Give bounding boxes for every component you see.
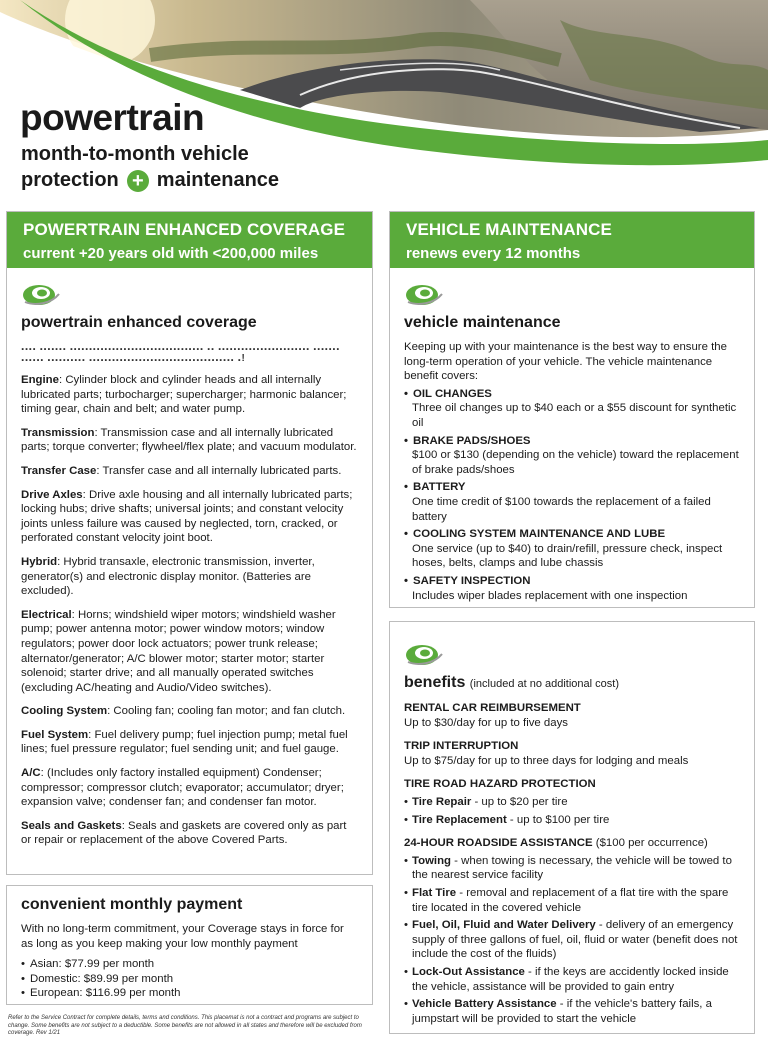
maintenance-list: [404, 387, 740, 603]
maintenance-item: • SAFETY INSPECTION Includes wiper blades replacement with one inspection: [404, 574, 740, 603]
coverage-item: Hybrid: Hybrid transaxle, electronic transmission, inverter, generator(s) and electronic display monitor. (Batteries are excluded).: [21, 555, 315, 598]
powertrain-coverage-panel: [6, 211, 373, 875]
brand-maintenance-text: maintenance: [156, 169, 280, 191]
price-european: • European: $116.99 per month: [21, 986, 358, 1001]
coverage-item: Seals and Gaskets: Seals and gaskets are covered only as part or repair or replacement of the above Covered Parts.: [21, 819, 347, 847]
maintenance-subtitle: renews every 12 months: [406, 245, 581, 262]
coverage-item: Cooling System: Cooling fan; cooling fan motor; and fan clutch.: [21, 705, 346, 718]
coverage-item: Transmission: Transmission case and all internally lubricated parts; torque converter; flywheel/flex plate; and vacuum modulator.: [21, 426, 357, 454]
powertrain-swirl-logo-icon: [21, 280, 61, 308]
brand-protection-text: protection: [21, 169, 119, 191]
maintenance-intro: Keeping up with your maintenance is the best way to ensure the long-term operation of your vehicle. The vehicle maintenance benefit covers:: [404, 341, 727, 383]
benefits-note: (included at no additional cost): [469, 678, 620, 690]
roadside-item: • Vehicle Battery Assistance - if the vehicle's battery fails, a jumpstart will be provided to start the vehicle: [404, 997, 740, 1026]
coverage-item: Fuel System: Fuel delivery pump; fuel injection pump; metal fuel lines; fuel pressure regulator; fuel sending unit; and fuel gauge.: [21, 728, 348, 756]
roadside-assistance-group: 24-HOUR ROADSIDE ASSISTANCE ($100 per occurrence) • Towing - when towing is necessary, the vehicle will be towed to the nearest service facility • Flat Tire - removal and replacement of a flat tire with the spare tire located in the covered vehicle • Fuel, Oil, Fluid and Water Delivery - delivery of an emergency supply of three gallons of fuel, oil, fluid or water (benefit does not include the cost of the fluids) • Lock-Out Assistance - if the keys are accidently locked inside the vehicle, assistance will be provided to gain entry • Vehicle Battery Assistance - if the vehicle's battery fails, a jumpstart will be provided to start the vehicle: [404, 836, 740, 1026]
coverage-item: Drive Axles: Drive axle housing and all internally lubricated parts; locking hubs; drive shafts; universal joints; and constant velocity joints unless failure was caused by neglected, torn, cracked, or perforated constant velocity joint boot.: [21, 488, 353, 545]
coverage-item: Electrical: Horns; windshield wiper motors; windshield washer pump; power antenna motor; power window motors; window regulators; power door lock actuators; power trunk release; alternator/generator; A/C blower motor; starter motor; starter solenoid; starter drive; and all manually operated switches (excluding AC/heating and Audio/Video switches).: [21, 608, 336, 694]
coverage-item: A/C: (Includes only factory installed equipment) Condenser; compressor; compressor clutch; evaporator; accumulator; dryer; expansion valve; condenser fan; and condenser fan motor.: [21, 767, 344, 809]
roadside-list: [404, 854, 740, 1027]
legal-footer: Refer to the Service Contract for complete details, terms and conditions. This placemat is not a contract and programs are subject to change. Some benefits are not subject to a deductible. Some benefits are not allowed in all states and therefore will be excluded from coverage. Rev 1/21: [8, 1015, 362, 1036]
powertrain-section-title: powertrain enhanced coverage: [21, 314, 257, 331]
maintenance-item: • BATTERY One time credit of $100 towards the replacement of a failed battery: [404, 480, 740, 524]
maintenance-header: [390, 212, 754, 268]
roadside-item: • Flat Tire - removal and replacement of a flat tire with the spare tire located in the covered vehicle: [404, 886, 740, 915]
powertrain-swirl-logo-icon: [404, 280, 444, 308]
price-asian: • Asian: $77.99 per month: [21, 957, 358, 972]
powertrain-swirl-logo-icon: [404, 640, 444, 668]
tire-list: [404, 795, 740, 827]
price-list: [21, 957, 358, 1001]
brand-subtitle-line1: month-to-month vehicle: [21, 143, 249, 165]
benefits-title: benefits (included at no additional cost): [404, 674, 620, 691]
maintenance-item: • COOLING SYSTEM MAINTENANCE AND LUBE One service (up to $40) to drain/refill, pressure check, inspect hoses, belts, clamps and lube chassis: [404, 527, 740, 571]
hero-banner: [0, 0, 768, 190]
benefits-panel: [389, 621, 755, 1034]
plus-icon: +: [127, 170, 149, 192]
coverage-item: Engine: Cylinder block and cylinder heads and all internally lubricated parts; turbocharger; supercharger; harmonic balancer; timing gear, chain and belt; and water pump.: [21, 374, 347, 416]
price-domestic: • Domestic: $89.99 per month: [21, 972, 358, 987]
roadside-item: • Towing - when towing is necessary, the vehicle will be towed to the nearest service facility: [404, 854, 740, 883]
maintenance-title: VEHICLE MAINTENANCE: [406, 220, 612, 239]
maintenance-item: • BRAKE PADS/SHOES $100 or $130 (depending on the vehicle) toward the replacement of brake pads/shoes: [404, 434, 740, 478]
vehicle-maintenance-panel: [389, 211, 755, 608]
tire-item: • Tire Replacement - up to $100 per tire: [404, 813, 740, 828]
brand-subtitle-line2: [21, 169, 279, 192]
payment-description: With no long-term commitment, your Coverage stays in force for as long as you keep making your low monthly payment: [21, 923, 344, 950]
obscured-intro-text: ․․․․ ․․․․․․․ ․․․․․․․․․․․․․․․․․․․․․․․․․․․․․․․․․․․ ․․ ․․․․․․․․․․․․․․․․․․․․․․․․ ․․․․․․․ ․․․․․․ ․․․․․․․․․․ ․․․․․․․․․․․․․․․․․․․․․․․․․․․․․․․․․․․․․․ ․!: [21, 342, 340, 364]
tire-hazard-group: TIRE ROAD HAZARD PROTECTION • Tire Repair - up to $20 per tire • Tire Replacement - up to $100 per tire: [404, 777, 740, 827]
tire-item: • Tire Repair - up to $20 per tire: [404, 795, 740, 810]
monthly-payment-panel: [6, 885, 373, 1005]
roadside-item: • Fuel, Oil, Fluid and Water Delivery - delivery of an emergency supply of three gallons of fuel, oil, fluid or water (benefit does not include the cost of the fluids): [404, 918, 740, 962]
powertrain-coverage-subtitle: current +20 years old with <200,000 miles: [23, 245, 319, 262]
brand-title: powertrain: [20, 97, 205, 138]
maintenance-section-title: vehicle maintenance: [404, 314, 561, 331]
powertrain-coverage-title: POWERTRAIN ENHANCED COVERAGE: [23, 220, 346, 239]
rental-car-group: RENTAL CAR REIMBURSEMENT Up to $30/day for up to five days: [404, 702, 581, 729]
trip-interruption-group: TRIP INTERRUPTION Up to $75/day for up to three days for lodging and meals: [404, 740, 689, 767]
roadside-item: • Lock-Out Assistance - if the keys are accidently locked inside the vehicle, assistance will be provided to gain entry: [404, 965, 740, 994]
payment-title: convenient monthly payment: [21, 896, 243, 913]
maintenance-item: • OIL CHANGES Three oil changes up to $40 each or a $55 discount for synthetic oil: [404, 387, 740, 431]
powertrain-coverage-header: [7, 212, 372, 268]
coverage-list: [21, 373, 358, 848]
coverage-item: Transfer Case: Transfer case and all internally lubricated parts.: [21, 464, 342, 477]
